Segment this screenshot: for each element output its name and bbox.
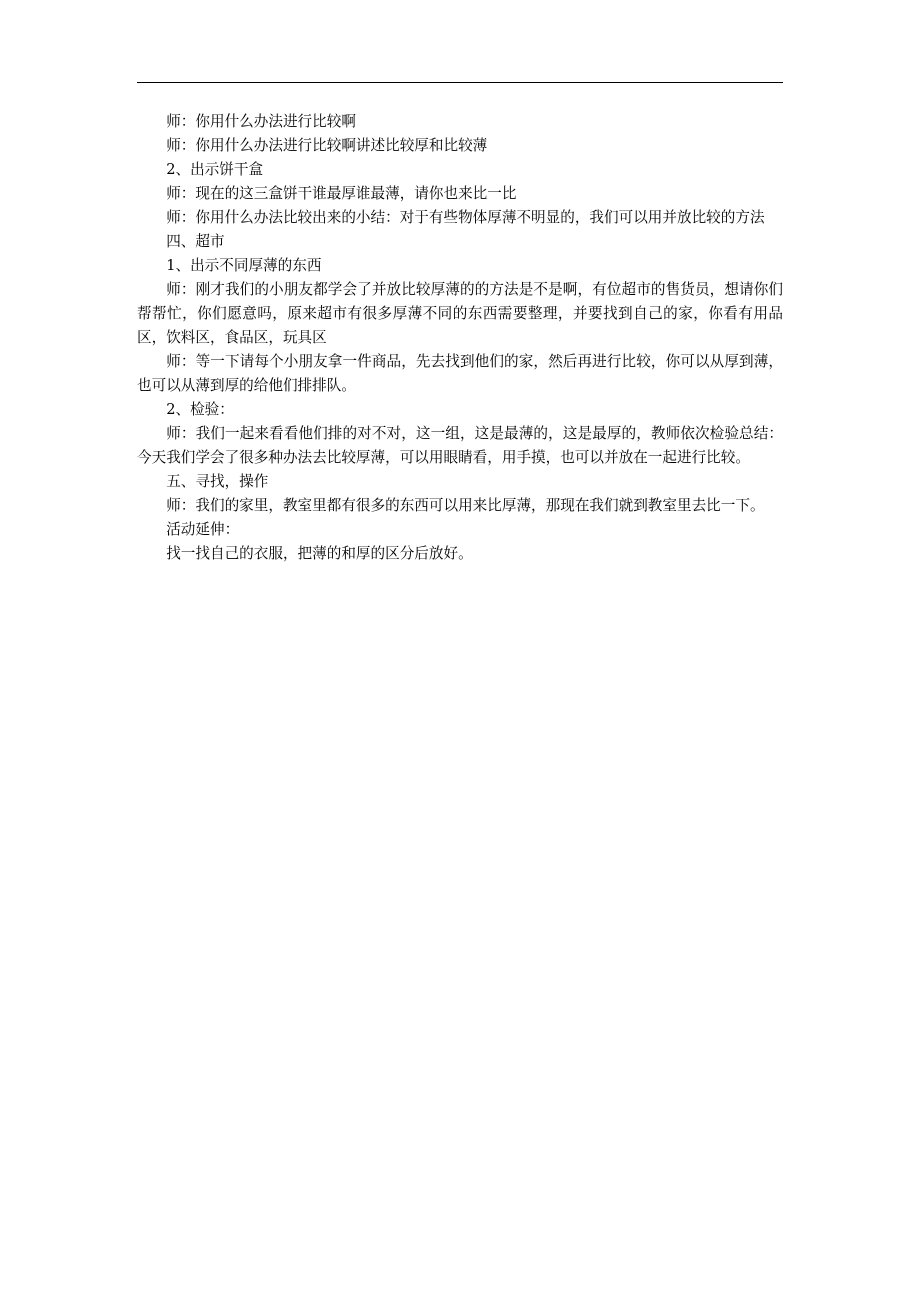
document-body [137, 110, 783, 566]
header-rule [137, 82, 783, 83]
section-heading: 五、寻找，操作 [166, 473, 269, 490]
paragraph: 找一找自己的衣服，把薄的和厚的区分后放好。 [166, 545, 473, 562]
paragraph: 师：我们一起来看看他们排的对不对，这一组，这是最薄的，这是最厚的，教师依次检验总结：今天我们学会了很多种办法去比较厚薄，可以用眼睛看，用手摸，也可以并放在一起进行比较。 [137, 425, 783, 466]
paragraph: 师：刚才我们的小朋友都学会了并放比较厚薄的的方法是不是啊，有位超市的售货员，想请你们帮帮忙，你们愿意吗，原来超市有很多厚薄不同的东西需要整理，并要找到自己的家，你看有用品区，饮料区，食品区，玩具区 [137, 281, 783, 346]
paragraph: 师：你用什么办法比较出来的小结：对于有些物体厚薄不明显的，我们可以用并放比较的方法 [166, 209, 765, 226]
section-heading: 1、出示不同厚薄的东西 [166, 257, 322, 274]
section-heading: 四、超市 [166, 233, 225, 250]
section-heading: 活动延伸： [166, 521, 240, 538]
paragraph: 师：你用什么办法进行比较啊 [166, 113, 356, 130]
paragraph: 师：现在的这三盒饼干谁最厚谁最薄，请你也来比一比 [166, 185, 517, 202]
paragraph: 师：你用什么办法进行比较啊讲述比较厚和比较薄 [166, 137, 488, 154]
paragraph: 师：我们的家里，教室里都有很多的东西可以用来比厚薄，那现在我们就到教室里去比一下。 [166, 497, 765, 514]
section-heading: 2、检验： [166, 401, 234, 418]
paragraph: 师：等一下请每个小朋友拿一件商品，先去找到他们的家，然后再进行比较，你可以从厚到薄，也可以从薄到厚的给他们排排队。 [137, 353, 783, 394]
section-heading: 2、出示饼干盒 [166, 161, 264, 178]
